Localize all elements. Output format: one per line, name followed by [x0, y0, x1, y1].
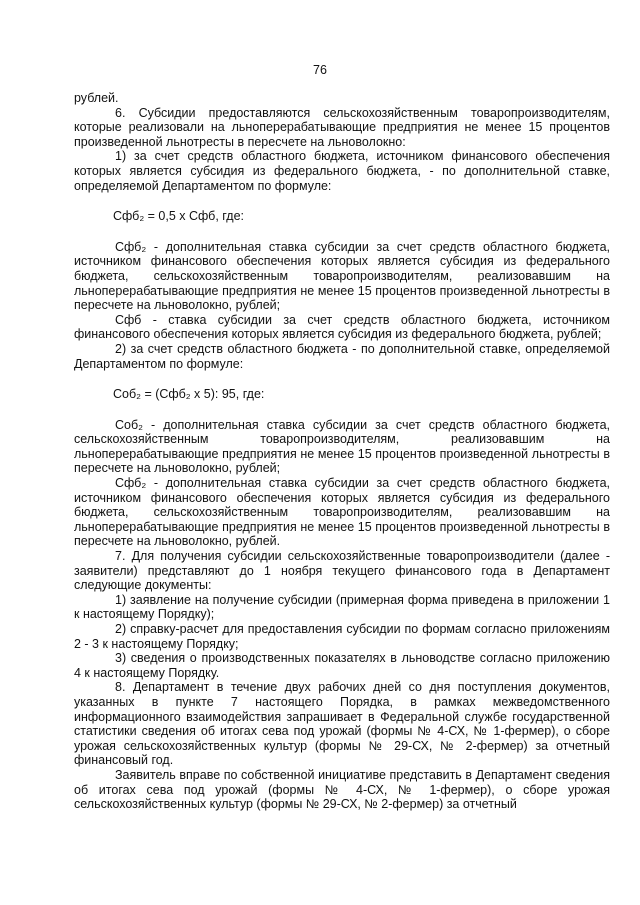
paragraph-item-6: 6. Субсидии предоставляются сельскохозяйственным товаропроизводителям, которые реализовали на льноперерабатывающие предприятия не менее 15 процентов произведенной льнотресты в пересчете на льноволокно: — [74, 105, 610, 149]
definition-sfb2-repeat: Сфб₂ - дополнительная ставка субсидии за счет средств областного бюджета, источником финансового обеспечения которых является субсидия из федерального бюджета, сельскохозяйственным товаропроизводителям, реализовавшим на льноперерабатывающие предприятия не менее 15 процентов произведенной льнотресты в пересчете на льноволокно, рублей. — [74, 476, 610, 549]
paragraph-item-7: 7. Для получения субсидии сельскохозяйственные товаропроизводители (далее - заявители) представляют до 1 ноября текущего финансового года в Департамент следующие документы: — [74, 549, 610, 593]
paragraph-subitem-2: 2) за счет средств областного бюджета - по дополнительной ставке, определяемой Департаментом по формуле: — [74, 341, 610, 371]
paragraph-applicant-right: Заявитель вправе по собственной инициативе представить в Департамент сведения об итогах сева под урожай (формы № 4-СХ, № 1-фермер), о сборе урожая сельскохозяйственных культур (формы № 29-СХ, № 2-фермер) за отчетный — [74, 767, 610, 812]
definition-sfb2: Сфб₂ - дополнительная ставка субсидии за счет средств областного бюджета, источником финансового обеспечения которых является субсидия из федерального бюджета, сельскохозяйственным товаропроизводителям, реализовавшим на льноперерабатывающие предприятия не менее 15 процентов произведенной льнотресты в пересчете на льноволокно, рублей; — [74, 239, 610, 313]
paragraph-item-8: 8. Департамент в течение двух рабочих дней со дня поступления документов, указанных в пункте 7 настоящего Порядка, в рамках межведомственного информационного взаимодействия запрашивает в Федеральной службе государственной статистики сведения об итогах сева под урожай (формы № 4-СХ, № 1-фермер), о сборе урожая сельскохозяйственных культур (формы № 29-СХ, № 2-фермер) за отчетный финансовый год. — [74, 680, 610, 768]
document-body — [74, 91, 610, 812]
paragraph-item-7-3: 3) сведения о производственных показателях в льноводстве согласно приложению 4 к настоящему Порядку. — [74, 651, 610, 680]
paragraph-subitem-1: 1) за счет средств областного бюджета, источником финансового обеспечения которых является субсидия из федерального бюджета, - по дополнительной ставке, определяемой Департаментом по формуле: — [74, 149, 610, 193]
formula-1: Сфб₂ = 0,5 х Сфб, где: — [113, 209, 244, 224]
definition-sfb: Сфб - ставка субсидии за счет средств областного бюджета, источником финансового обеспечения которых является субсидия из федерального бюджета, рублей; — [74, 312, 610, 342]
paragraph-item-7-2: 2) справку-расчет для предоставления субсидии по формам согласно приложениям 2 - 3 к настоящему Порядку; — [74, 622, 610, 651]
paragraph-item-7-1: 1) заявление на получение субсидии (примерная форма приведена в приложении 1 к настоящему Порядку); — [74, 592, 610, 622]
formula-2: Соб₂ = (Сфб₂ х 5): 95, где: — [113, 387, 265, 402]
definition-sob2: Соб₂ - дополнительная ставка субсидии за счет средств областного бюджета, сельскохозяйственным товаропроизводителям, реализовавшим на льноперерабатывающие предприятия не менее 15 процентов произведенной льнотресты в пересчете на льноволокно, рублей; — [74, 417, 610, 476]
paragraph-continuation: рублей. — [74, 91, 119, 105]
page-number: 76 — [313, 63, 327, 77]
